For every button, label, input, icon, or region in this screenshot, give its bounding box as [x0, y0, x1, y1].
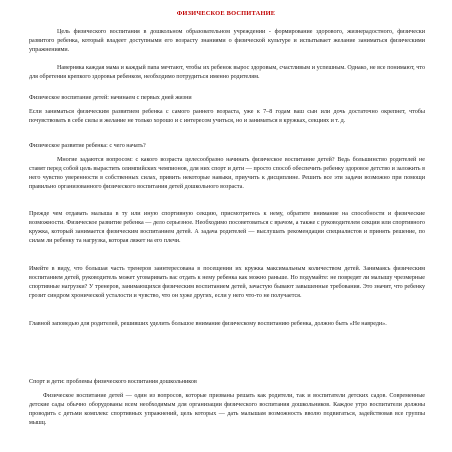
subheading-where-to-start: Физическое развитие ребенка: с чего начать?	[29, 143, 146, 149]
paragraph-before-section: Прежде чем отдавать малыша в ту или иную спортивную секцию, присмотритесь к нему, обратите внимание на способности и физические возможности. Физическое развитие ребенка — дело серьезное. Необходимо посоветоваться с врачом, а также с руководителем секции или спортивного кружка, который занимается физическим воспитанием детей. А задача родителей — выслушать рекомендации специалистов и принять решение, по силам ли ребенку та нагрузка, которая ляжет на его плечи.	[29, 211, 425, 244]
paragraph-do-no-harm: Главной заповедью для родителей, решивших уделить большое внимание физическому воспитанию ребенка, должно быть «Не навреди».	[29, 321, 387, 327]
subheading-first-days: Физическое воспитание детей: начинаем с первых дней жизни	[29, 95, 192, 101]
paragraph-kindergarten: Физическое воспитание детей — один из вопросов, которые призваны решать как родители, так и воспитатели детских садов. Современные детские сады обычно оборудованы всем необходимым для организации физического воспитания дошкольников. Каждое утро воспитатели должны проводить с детьми комплекс спортивных упражнений, цель которых — дать малышам возможность вволю подвигаться, задействовав все группы мышц.	[29, 393, 425, 426]
paragraph-parents-dream: Наверняка каждая мама и каждый папа мечтают, чтобы их ребенок вырос здоровым, счастливым и успешным. Однако, не все понимают, что для обретения крепкого здоровья ребенком, необходимо потрудиться именно родителям.	[29, 65, 425, 80]
paragraph-early-age: Если заниматься физическим развитием ребенка с самого раннего возраста, уже к 7–8 годам ваш сын или дочь достаточно окрепнет, чтобы почувствовать в себе силы и желание не только хорошо и с интересом учиться, но и заниматься в кружках, секциях и т. д.	[29, 109, 425, 124]
paragraph-coaches: Имейте в виду, что большая часть тренеров заинтересована в посещении их кружка максимальным количеством детей. Занимаясь физическим воспитанием детей, руководитель может уговаривать вас отдать к нему ребенка как можно раньше. Но подумайте: не повредят ли малышу чрезмерные спортивные нагрузки? У тренеров, занимающихся физическим воспитанием детей, зачастую бывают завышенные требования. Это значит, что ребенку грозит синдром хронической усталости и чувство, что он хуже других, если у него что-то не получается.	[29, 266, 425, 299]
subheading-sport-and-children: Спорт и дети: проблемы физического воспитания дошкольников	[29, 379, 197, 385]
document-title: ФИЗИЧЕСКОЕ ВОСПИТАНИЕ	[176, 10, 276, 17]
paragraph-what-age: Многие задаются вопросом: с какого возраста целесообразно начинать физическое воспитание детей? Ведь большинство родителей не ставят перед собой цель вырастить олимпийских чемпионов, для них спорт и дети — просто способ обеспечить ребенку здоровое детство и заложить в него чувство уверенности в собственных силах, привить некоторые навыки, приучить к дисциплине. Решить все эти задачи возможно при помощи правильно организованного физического воспитания детей дошкольного возраста.	[29, 157, 425, 190]
paragraph-goal: Цель физического воспитания в дошкольном образовательном учреждении - формирование здорового, жизнерадостного, физически развитого ребенка, который владеет доступными его возрасту знаниями о физической культуре и испытывает желание заниматься физическими упражнениями.	[29, 29, 425, 53]
